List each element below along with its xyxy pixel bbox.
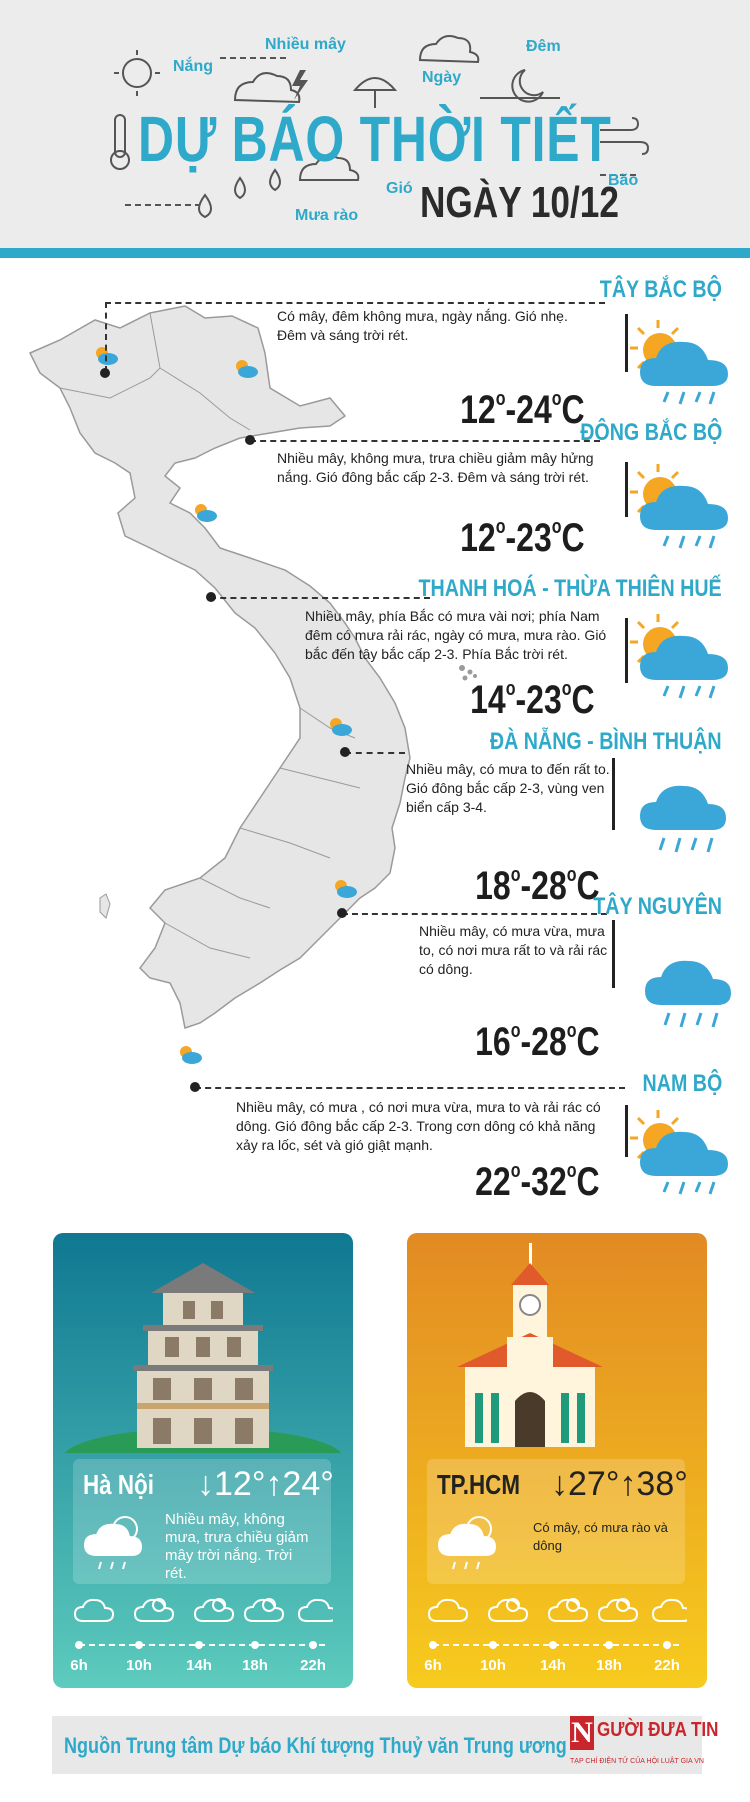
region-marker-dot <box>190 1082 200 1092</box>
header-banner <box>0 0 750 248</box>
sun-cloud-rain-icon <box>628 462 738 552</box>
deco-word-bao: Bão <box>608 172 639 189</box>
timeline-dot <box>195 1641 203 1649</box>
city-desc: Có mây, có mưa rào và dông <box>533 1520 668 1553</box>
region-title-tay-bac-bo: TÂY BẮC BỘ <box>599 276 722 303</box>
hour-label: 22h <box>654 1657 680 1674</box>
moon-icon <box>512 70 543 102</box>
timeline-dot <box>549 1641 557 1649</box>
city-info-panel <box>73 1459 334 1584</box>
region-title-nam-bo: NAM BỘ <box>642 1070 722 1097</box>
publisher-logo-mark: N <box>571 1716 593 1749</box>
pointer-line <box>210 597 430 599</box>
timeline-dot <box>489 1641 497 1649</box>
hoan-kiem-tower-illustration <box>53 1233 353 1453</box>
region-title-tay-nguyen: TÂY NGUYÊN <box>593 893 722 920</box>
deco-word-nang: Nắng <box>173 58 213 75</box>
hourly-weather-icons <box>427 1595 687 1629</box>
pointer-line <box>105 302 605 304</box>
deco-word-gio: Gió <box>386 180 413 197</box>
divider-line <box>612 758 615 830</box>
timeline-dot <box>663 1641 671 1649</box>
page-title: DỰ BÁO THỜI TIẾT <box>138 103 612 175</box>
cloud-icon <box>75 1600 113 1621</box>
region-title-thanh-hoa-hue: THANH HOÁ - THỪA THIÊN HUẾ <box>418 575 722 602</box>
region-title-da-nang-binh-thuan: ĐÀ NẴNG - BÌNH THUẬN <box>490 728 722 755</box>
cloud-rain-icon <box>643 955 733 1035</box>
region-temperature: 16$^o$-28$^o$C <box>475 1020 600 1064</box>
region-desc: Nhiều mây, có mưa , có nơi mưa vừa, mưa to và rải rác có dông. Gió đông bắc cấp 2-3. Trong cơn dông có khả năng xảy ra lốc, sét và gió giật mạnh. <box>236 1099 601 1153</box>
timeline-dot <box>75 1641 83 1649</box>
region-marker-dot <box>100 368 110 378</box>
region-marker-dot <box>340 747 350 757</box>
timeline-dot <box>135 1641 143 1649</box>
city-temperature: ↓27°↑38° <box>551 1465 688 1503</box>
timeline-dot <box>309 1641 317 1649</box>
sun-cloud-rain-icon <box>435 1507 505 1577</box>
cloud-rain-icon <box>638 780 728 860</box>
city-card-hcm <box>407 1233 707 1688</box>
city-temperature: ↓12°↑24° <box>197 1465 334 1503</box>
region-desc: Nhiều mây, có mưa to đến rất to. Gió đông bắc cấp 2-3, vùng ven biển cấp 3-4. <box>406 761 610 815</box>
region-temperature: 12$^o$-24$^o$C <box>460 388 585 432</box>
raindrop-icon <box>199 195 211 217</box>
region-temperature: 22$^o$-32$^o$C <box>475 1160 600 1204</box>
city-name: Hà Nội <box>83 1469 154 1500</box>
pointer-line <box>195 1087 625 1089</box>
hour-label: 10h <box>126 1657 152 1674</box>
hour-label: 6h <box>424 1657 442 1674</box>
timeline-dot <box>605 1641 613 1649</box>
hour-label: 6h <box>70 1657 88 1674</box>
city-card-hanoi <box>53 1233 353 1688</box>
region-desc: Nhiều mây, phía Bắc có mưa vài nơi; phía Nam đêm có mưa rải rác, ngày có mưa, mưa rào. Gió bắc đến tây bắc cấp 2-3. Phía Bắc trời rét. <box>305 608 607 662</box>
pointer-line <box>345 752 405 754</box>
header-divider <box>0 248 750 258</box>
region-desc: Nhiều mây, có mưa vừa, mưa to, có nơi mưa rất to và rải rác có dông. <box>419 923 608 977</box>
pointer-line <box>105 302 107 372</box>
pointer-line <box>250 440 600 442</box>
region-marker-dot <box>245 435 255 445</box>
forecast-date: NGÀY 10/12 <box>420 178 619 227</box>
sun-cloud-rain-icon <box>628 1108 738 1198</box>
city-info-panel <box>427 1459 688 1584</box>
cloud-outline-icon <box>420 36 478 62</box>
region-temperature: 12$^o$-23$^o$C <box>460 516 585 560</box>
cloud-icon <box>429 1600 467 1621</box>
region-title-dong-bac-bo: ĐÔNG BẮC BỘ <box>579 419 722 446</box>
hour-label: 14h <box>186 1657 212 1674</box>
umbrella-icon <box>355 78 395 90</box>
region-desc: Có mây, đêm không mưa, ngày nắng. Gió nhẹ. Đêm và sáng trời rét. <box>277 308 568 343</box>
city-name: TP.HCM <box>437 1469 520 1500</box>
region-temperature: 18$^o$-28$^o$C <box>475 864 600 908</box>
source-credit: Nguồn Trung tâm Dự báo Khí tượng Thuỷ văn Trung ương <box>64 1733 567 1758</box>
map-outline <box>30 306 410 1028</box>
hourly-weather-icons <box>73 1595 333 1629</box>
deco-word-dem: Đêm <box>526 38 561 55</box>
hour-label: 18h <box>242 1657 268 1674</box>
region-desc: Nhiều mây, không mưa, trưa chiều giảm mây hửng nắng. Gió đông bắc cấp 2-3. Đêm và sáng trời rét. <box>277 450 594 485</box>
publisher-logo: GƯỜI ĐƯA TIN <box>597 1719 719 1741</box>
sun-cloud-rain-icon <box>628 318 738 408</box>
hour-label: 14h <box>540 1657 566 1674</box>
hour-label: 10h <box>480 1657 506 1674</box>
deco-word-mua-rao: Mưa rào <box>295 207 359 224</box>
ben-thanh-market-illustration <box>407 1233 707 1453</box>
cloud-icon <box>299 1600 333 1621</box>
cloud-outline-icon <box>235 73 299 102</box>
hour-label: 18h <box>596 1657 622 1674</box>
raindrop-icon <box>235 178 245 198</box>
sun-cloud-rain-icon <box>628 612 738 702</box>
region-marker-dot <box>206 592 216 602</box>
timeline-dot <box>251 1641 259 1649</box>
region-marker-dot <box>337 908 347 918</box>
deco-word-nhieu-may: Nhiều mây <box>265 36 346 53</box>
timeline-dot <box>429 1641 437 1649</box>
hour-label: 22h <box>300 1657 326 1674</box>
deco-word-ngay: Ngày <box>422 69 462 86</box>
sun-cloud-rain-icon <box>81 1507 151 1577</box>
pointer-line <box>342 913 607 915</box>
publisher-tagline: TẠP CHÍ ĐIỆN TỬ CỦA HỘI LUẬT GIA VN <box>570 1758 704 1765</box>
phu-quoc-island <box>100 894 110 918</box>
cloud-icon <box>653 1600 687 1621</box>
city-desc: Nhiều mây, không mưa, trưa chiều giảm mây trời nắng. Trời rét. <box>165 1511 309 1582</box>
region-temperature: 14$^o$-23$^o$C <box>470 678 595 722</box>
lightning-icon <box>292 70 308 100</box>
sun-outline-icon <box>123 59 151 87</box>
